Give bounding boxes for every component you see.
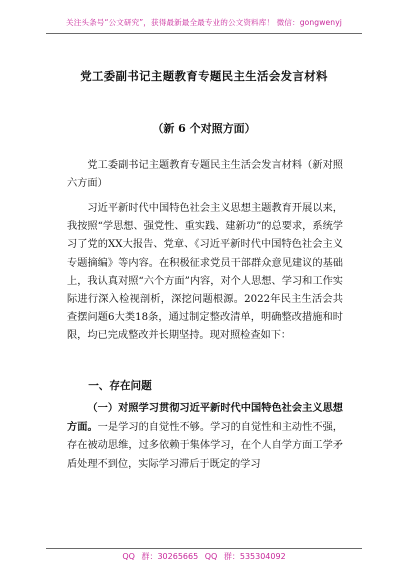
footer-contact: QQ 群：30265665 QQ 群：535304092 — [122, 552, 286, 561]
subsection-paragraph — [67, 399, 343, 474]
document-subtitle: （新 6 个对照方面） — [152, 122, 256, 135]
document-title: 党工委副书记主题教育专题民主生活会发言材料 — [80, 69, 328, 83]
subsection-heading: （一）对照学习贯彻习近平新时代中国特色社会主义思想方面。 — [67, 402, 343, 434]
subsection-text: 一是学习的自觉性不够。学习的自觉性和主动性不强，存在被动思维，过多依赖于集体学习，在个人自学方面工学矛盾处理不到位，实际学习滞后于既定的学习 — [67, 422, 343, 470]
body-paragraph: 习近平新时代中国特色社会主义思想主题教育开展以来，我按照“学思想、强党性、重实践、建新功”的总要求，系统学习了党的XX大报告、党章、《习近平新时代中国特色社会主义专题摘编》等内容。在积极征求党员干部群众意见建议的基础上，我认真对照“六个方面”内容，对个人思想、学习和工作实际进行深入检视剖析，深挖问题根源。2022年民主生活会共查摆问题6大类18条，通过制定整改清单，明确整改措施和时限，均已完成整改并长期坚持。现对照检查如下： — [67, 203, 343, 342]
header-divider — [46, 33, 362, 34]
intro-paragraph: 党工委副书记主题教育专题民主生活会发言材料（新对照六方面） — [67, 160, 343, 190]
header-promo-note: 关注头条号“公文研究”，获得最新最全最专业的公文资料库！ 微信：gongwenyj — [66, 18, 342, 27]
section-heading: 一、存在问题 — [88, 380, 152, 392]
